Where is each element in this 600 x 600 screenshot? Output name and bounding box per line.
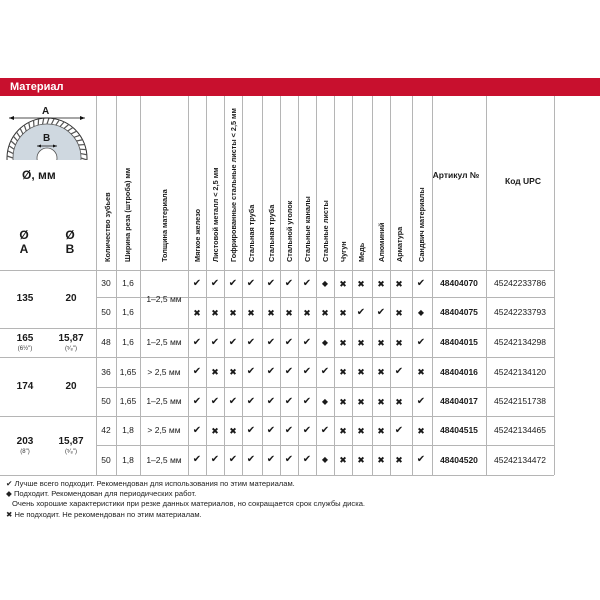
diameter-a-inch: (8") (20, 448, 30, 455)
rating-check-icon: ✔ (320, 424, 330, 436)
kerf-cell: 1,6 (122, 337, 134, 347)
diameter-a-inch: (6½") (17, 345, 33, 352)
rating-check-icon: ✔ (416, 277, 426, 289)
rating-check-icon: ✔ (266, 395, 276, 407)
rating-check-icon: ✔ (192, 395, 202, 407)
upc-header: Код UPC (505, 176, 541, 186)
rating-check-icon: ✔ (416, 454, 426, 465)
rating-cross-icon: ✖ (339, 455, 347, 465)
thickness-cell: 1–2,5 мм (146, 455, 182, 465)
blade-tooth (68, 185, 70, 186)
legend (6, 479, 365, 520)
material-header: Алюминий (377, 222, 386, 262)
diameter-a-cell (4, 333, 46, 355)
material-header: Стальной уголок (285, 200, 294, 262)
rating-check-icon: ✔ (246, 424, 256, 436)
rating-check-icon: ✔ (416, 336, 426, 348)
diameter-a-value: 174 (16, 380, 34, 392)
blade-tooth (7, 161, 13, 162)
rating-cross-icon: ✖ (267, 307, 275, 318)
rating-check-icon: ✔ (266, 424, 276, 436)
rating-check-icon: ✔ (266, 336, 276, 348)
rating-check-icon: ✔ (210, 395, 220, 407)
article-cell: 48404016 (440, 367, 478, 377)
rating-diamond-icon: ◆ (321, 396, 329, 406)
rating-check-icon: ✔ (228, 395, 238, 407)
diameter-label: Ø, мм (22, 168, 56, 182)
rating-cross-icon: ✖ (339, 425, 347, 436)
rating-cross-icon: ✖ (229, 425, 237, 436)
thickness-cell: 1–2,5 мм (146, 396, 182, 406)
rating-cross-icon: ✖ (395, 396, 403, 407)
rating-diamond-icon: ◆ (321, 455, 329, 464)
upc-cell: 45242134472 (493, 455, 546, 465)
rating-cross-icon: ✖ (357, 367, 365, 377)
grid-vline (554, 96, 555, 475)
teeth-cell: 48 (101, 337, 111, 347)
diameter-b-cell (50, 436, 92, 458)
rating-cross-icon: ✖ (417, 425, 425, 436)
rating-check-icon: ✔ (266, 366, 276, 377)
rating-check-icon: ✔ (302, 395, 312, 407)
grid-hline (0, 475, 554, 476)
rating-check-icon: ✔ (302, 336, 312, 348)
kerf-header: Ширина реза (штроба) мм (123, 167, 132, 262)
blade-tooth (14, 179, 20, 181)
rating-check-icon: ✔ (356, 306, 366, 318)
rating-cross-icon: ✖ (357, 278, 365, 289)
kerf-cell: 1,6 (122, 278, 134, 288)
rating-cross-icon: ✖ (303, 307, 311, 318)
material-header: Чугун (339, 241, 348, 262)
rating-cross-icon: ✖ (211, 367, 219, 377)
rating-check-icon: ✔ (246, 366, 256, 377)
material-banner: Материал (0, 78, 600, 96)
teeth-cell: 42 (101, 425, 111, 435)
blade-tooth (71, 182, 74, 186)
legend-item-best: ✔ Лучше всего подходит. Рекомендован для использования по этим материалам. (6, 479, 295, 488)
upc-cell: 45242134465 (493, 425, 546, 435)
rating-check-icon: ✔ (192, 366, 202, 377)
material-header: Сандвич материалы (417, 187, 426, 262)
rating-check-icon: ✔ (246, 395, 256, 407)
rating-cross-icon: ✖ (377, 455, 385, 465)
kerf-cell: 1,8 (122, 425, 134, 435)
diameter-b-inch: (⁵⁄₈") (64, 345, 78, 352)
teeth-cell: 50 (101, 455, 111, 465)
rating-check-icon: ✔ (284, 424, 294, 436)
kerf-cell: 1,8 (122, 455, 134, 465)
rating-cross-icon: ✖ (357, 455, 365, 465)
rating-check-icon: ✔ (192, 277, 202, 289)
legend-item-unsuitable: ✖ Не подходит. Не рекомендован по этим материалам. (6, 509, 202, 519)
dia-b-symbol: Ø (65, 228, 75, 242)
material-header: Стальные листы (321, 200, 330, 262)
material-header: Стальные каналы (303, 196, 312, 262)
rating-check-icon: ✔ (246, 454, 256, 465)
article-cell: 48404015 (440, 337, 478, 347)
rating-cross-icon: ✖ (339, 307, 347, 318)
rating-cross-icon: ✖ (377, 278, 385, 289)
rating-check-icon: ✔ (416, 395, 426, 407)
material-header: Стальная труба (247, 204, 256, 262)
rating-check-icon: ✔ (192, 454, 202, 465)
rating-check-icon: ✔ (192, 336, 202, 348)
thickness-cell: 1–2,5 мм (146, 337, 182, 347)
article-cell: 48404017 (440, 396, 478, 406)
dia-a-symbol: Ø (19, 228, 29, 242)
diameter-b-cell (50, 333, 92, 355)
rating-cross-icon: ✖ (339, 337, 347, 348)
rating-check-icon: ✔ (284, 395, 294, 407)
material-header: Стальная труба (267, 204, 276, 262)
blade-tooth (17, 182, 23, 185)
rating-cross-icon: ✖ (377, 367, 385, 377)
material-header: Мягкое железо (193, 208, 202, 262)
rating-cross-icon: ✖ (229, 367, 237, 377)
rating-check-icon: ✔ (246, 277, 256, 289)
rating-check-icon: ✔ (284, 277, 294, 289)
rating-cross-icon: ✖ (357, 337, 365, 348)
article-header-label: Артикул № (432, 170, 480, 180)
rating-cross-icon: ✖ (395, 337, 403, 348)
material-header: Арматура (395, 226, 404, 262)
diagram-label-b: B (43, 133, 51, 144)
rating-cross-icon: ✖ (395, 307, 403, 318)
legend-item-suitable: ◆ Подходит. Рекомендован для периодических работ. (6, 489, 197, 499)
blade-tooth (80, 167, 85, 170)
rating-check-icon: ✔ (394, 424, 404, 436)
upc-cell: 45242151738 (493, 396, 546, 406)
diameter-b-value: 15,87 (58, 332, 84, 344)
rating-check-icon: ✔ (246, 336, 256, 348)
rating-cross-icon: ✖ (395, 278, 403, 289)
diameter-b-value: 20 (65, 293, 77, 304)
rating-cross-icon: ✖ (285, 307, 293, 318)
thickness-cell: > 2,5 мм (147, 367, 181, 377)
upc-cell: 45242134298 (493, 337, 546, 347)
material-header: Листовой металл < 2,5 мм (211, 167, 220, 262)
article-header (432, 170, 480, 181)
rating-check-icon: ✔ (302, 424, 312, 436)
kerf-cell: 1,6 (122, 307, 134, 317)
rating-check-icon: ✔ (320, 366, 330, 377)
teeth-cell: 36 (101, 367, 111, 377)
teeth-cell: 30 (101, 278, 111, 288)
rating-check-icon: ✔ (266, 454, 276, 465)
diameter-b-value: 20 (65, 380, 77, 392)
rating-cross-icon: ✖ (229, 307, 237, 318)
dia-b-header (50, 228, 90, 256)
rating-check-icon: ✔ (210, 336, 220, 348)
rating-cross-icon: ✖ (321, 307, 329, 318)
upc-cell: 45242134120 (493, 367, 546, 377)
kerf-cell: 1,65 (119, 396, 137, 406)
rating-check-icon: ✔ (302, 277, 312, 289)
rating-cross-icon: ✖ (377, 396, 385, 407)
upc-cell: 45242233786 (493, 278, 546, 288)
legend-item-note: Очень хорошие характеристики при резке данных материалов, но сокращается срок службы диска. (12, 499, 366, 509)
rating-cross-icon: ✖ (339, 396, 347, 407)
dia-a-header (4, 228, 44, 256)
rating-check-icon: ✔ (284, 454, 294, 465)
diameter-a-value: 203 (16, 435, 34, 447)
rating-check-icon: ✔ (228, 277, 238, 289)
rating-check-icon: ✔ (302, 366, 312, 377)
kerf-cell: 1,65 (119, 367, 137, 377)
material-header: Медь (357, 242, 366, 262)
rating-cross-icon: ✖ (247, 307, 255, 318)
rating-cross-icon: ✖ (193, 307, 201, 318)
blade-tooth (78, 171, 83, 175)
blade-tooth (21, 185, 26, 186)
rating-cross-icon: ✖ (211, 307, 219, 318)
diameter-b-inch: (⁵⁄₈") (64, 448, 78, 455)
rating-cross-icon: ✖ (339, 278, 347, 289)
rating-cross-icon: ✖ (357, 425, 365, 436)
rating-diamond-icon: ◆ (321, 337, 329, 347)
diameter-a-cell (4, 436, 46, 458)
blade-tooth (11, 175, 17, 176)
rating-cross-icon: ✖ (211, 425, 219, 436)
diameter-a-cell (4, 381, 46, 392)
rating-check-icon: ✔ (192, 424, 202, 436)
blade-tooth (81, 162, 87, 165)
rating-cross-icon: ✖ (417, 367, 425, 377)
rating-check-icon: ✔ (228, 336, 238, 348)
rating-cross-icon: ✖ (395, 455, 403, 465)
article-cell: 48404070 (440, 278, 478, 288)
diameter-b-cell (50, 293, 92, 304)
rating-check-icon: ✔ (302, 454, 312, 465)
dia-a-letter: A (19, 242, 29, 256)
rating-check-icon: ✔ (266, 277, 276, 289)
rating-cross-icon: ✖ (377, 337, 385, 348)
diameter-a-value: 165 (16, 332, 34, 344)
diagram-label-a: A (42, 106, 50, 117)
blade-tooth (74, 179, 78, 184)
rating-check-icon: ✔ (210, 277, 220, 289)
rating-check-icon: ✔ (228, 454, 238, 465)
diameter-b-cell (50, 381, 92, 392)
blade-tooth (76, 175, 80, 180)
rating-check-icon: ✔ (284, 336, 294, 348)
article-cell: 48404075 (440, 307, 478, 317)
rating-check-icon: ✔ (394, 366, 404, 377)
rating-check-icon: ✔ (210, 454, 220, 465)
teeth-header: Количество зубьев (103, 192, 112, 262)
rating-diamond-icon: ◆ (321, 278, 329, 288)
rating-check-icon: ✔ (376, 306, 386, 318)
thickness-header: Толщина материала (160, 189, 169, 262)
upc-cell: 45242233793 (493, 307, 546, 317)
rating-cross-icon: ✖ (377, 425, 385, 436)
material-header: Гофрированные стальные листы < 2,5 мм (229, 108, 238, 262)
diameter-a-value: 135 (16, 293, 34, 304)
rating-diamond-icon: ◆ (417, 307, 425, 317)
rating-check-icon: ✔ (284, 366, 294, 377)
rating-cross-icon: ✖ (339, 367, 347, 377)
teeth-cell: 50 (101, 307, 111, 317)
thickness-cell: 1–2,5 мм (146, 294, 182, 304)
teeth-cell: 50 (101, 396, 111, 406)
rating-cross-icon: ✖ (357, 396, 365, 407)
dia-b-letter: B (65, 242, 75, 256)
thickness-cell: > 2,5 мм (147, 425, 181, 435)
article-cell: 48404520 (440, 455, 478, 465)
article-cell: 48404515 (440, 425, 478, 435)
diameter-a-cell (4, 293, 46, 304)
diameter-b-value: 15,87 (58, 435, 84, 447)
